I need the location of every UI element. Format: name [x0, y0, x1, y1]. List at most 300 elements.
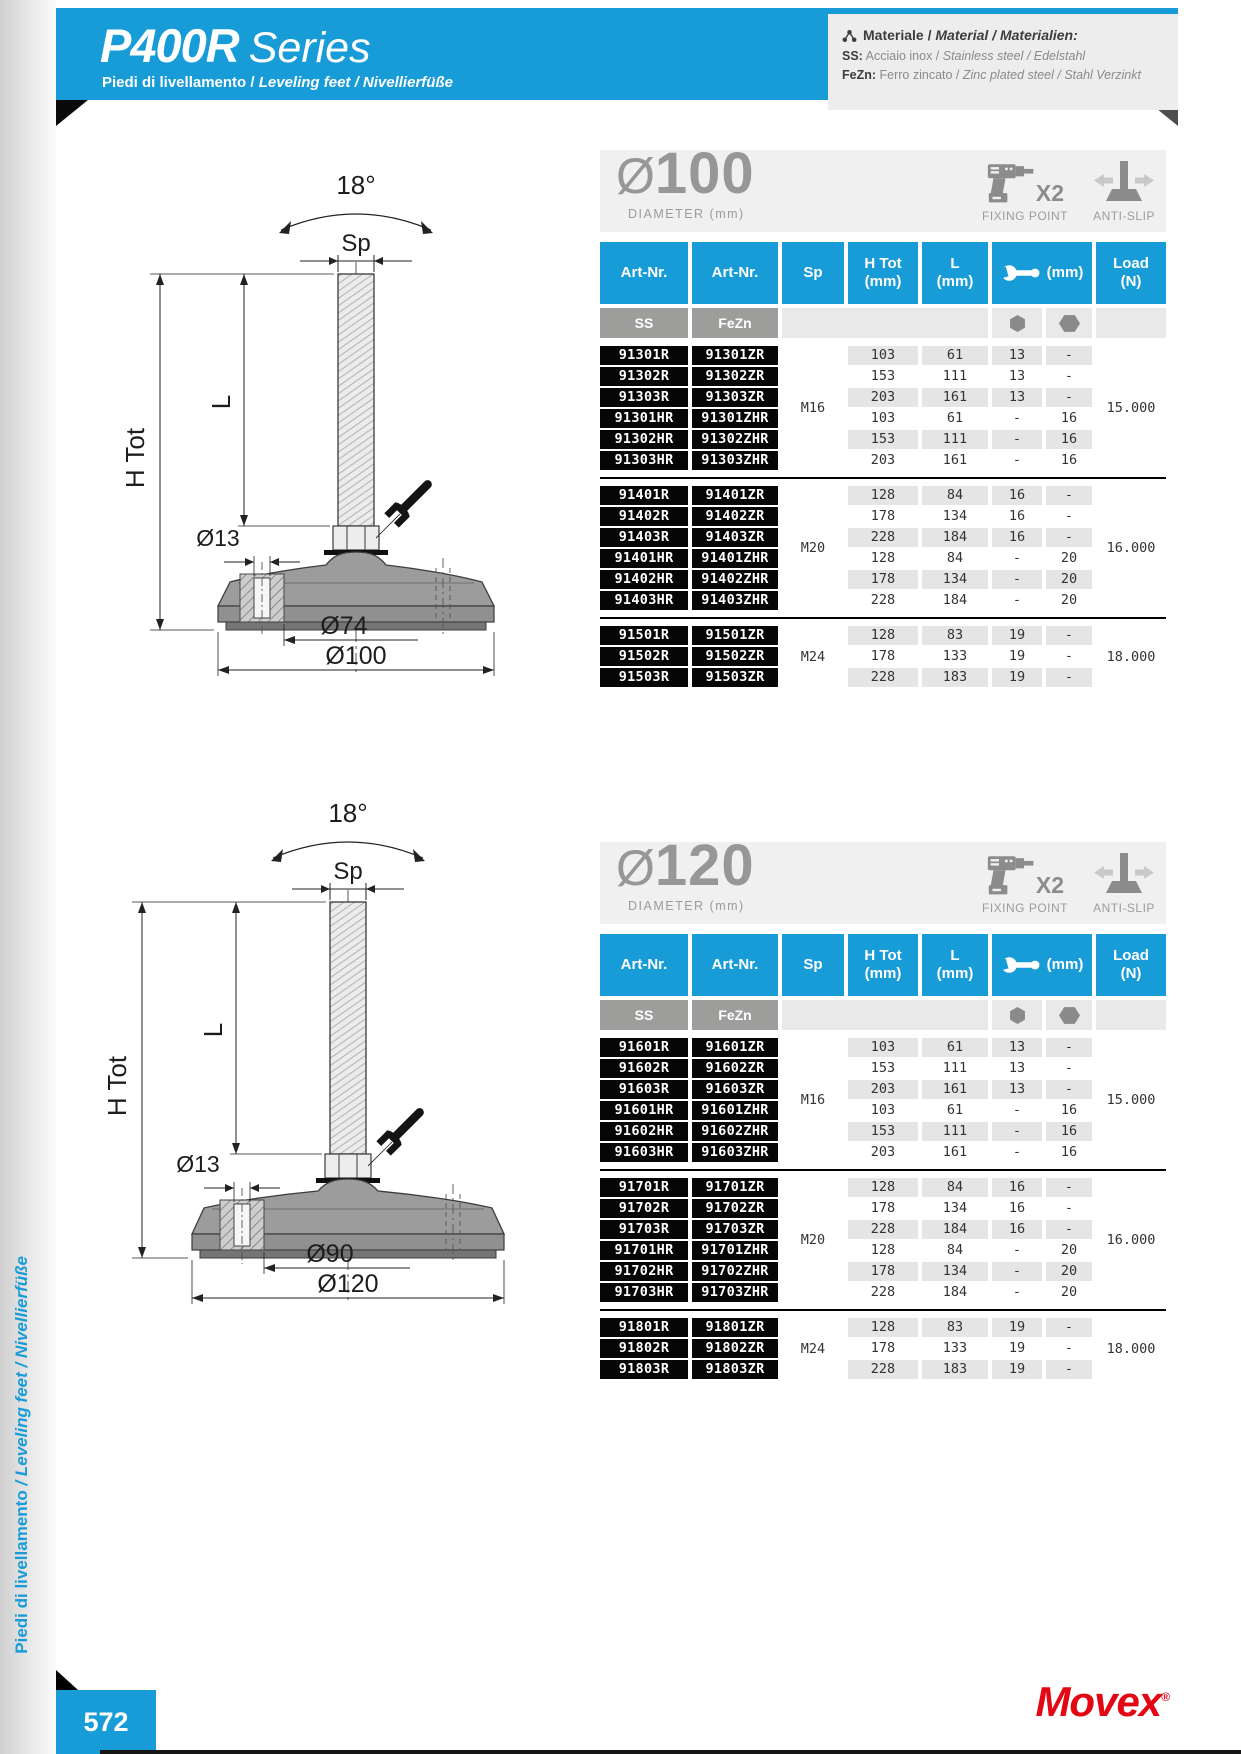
- hex-nut-cell: [1046, 1000, 1092, 1030]
- dim-angle: 18°: [328, 798, 368, 828]
- art-number-ss: 91502R: [600, 647, 688, 666]
- h-tot-value: 178: [848, 1262, 918, 1281]
- hex-size-value: 20: [1060, 1284, 1078, 1300]
- spec-group: [600, 486, 1166, 610]
- wrench-size-value: -: [1012, 1284, 1022, 1300]
- art-number-fezn: 91301ZHR: [692, 409, 778, 428]
- hex-size-value: -: [1064, 1060, 1074, 1076]
- wrench-size-value: 19: [1008, 648, 1026, 664]
- art-number-fezn: 91702ZR: [692, 1199, 778, 1218]
- column-header-wrench: (mm): [992, 934, 1092, 996]
- hex-size-value: -: [1064, 368, 1074, 384]
- art-number-fezn: 91802ZR: [692, 1339, 778, 1358]
- wrench-size-value: 16: [992, 1220, 1042, 1239]
- l-value: 184: [942, 1284, 968, 1300]
- art-number-fezn: 91503ZR: [692, 668, 778, 687]
- material-row-ss: SS: Acciaio inox / Stainless steel / Edelstahl: [842, 48, 1086, 63]
- h-tot-value: 203: [870, 1144, 896, 1160]
- page-number: 572: [56, 1690, 156, 1754]
- l-value: 83: [922, 1318, 988, 1337]
- hex-size-value: -: [1064, 508, 1074, 524]
- hex-size-value: -: [1046, 1038, 1092, 1057]
- spec-group: [600, 1038, 1166, 1162]
- l-value: 61: [946, 1102, 964, 1118]
- art-number-ss: 91302HR: [600, 430, 688, 449]
- hex-size-value: -: [1046, 1318, 1092, 1337]
- art-number-fezn: 91701ZR: [692, 1178, 778, 1197]
- fixing-point-label: FIXING POINT: [981, 901, 1068, 915]
- l-value: 161: [942, 452, 968, 468]
- hex-size-value: -: [1046, 1360, 1092, 1379]
- l-value: 184: [942, 592, 968, 608]
- art-number-fezn: 91702ZHR: [692, 1262, 778, 1281]
- wrench-size-value: -: [1012, 452, 1022, 468]
- material-col-fezn: FeZn: [692, 1000, 778, 1030]
- l-value: 61: [922, 346, 988, 365]
- art-number-fezn: 91302ZHR: [692, 430, 778, 449]
- h-tot-value: 153: [848, 430, 918, 449]
- h-tot-value: 178: [870, 648, 896, 664]
- h-tot-value: 103: [870, 410, 896, 426]
- dim-outer: Ø120: [317, 1270, 379, 1298]
- dim-inner: Ø74: [320, 612, 368, 640]
- art-number-ss: 91402R: [600, 507, 688, 526]
- wrench-size-value: 19: [1008, 1340, 1026, 1356]
- load-value: 18.000: [1106, 648, 1156, 665]
- wrench-size-value: -: [992, 570, 1042, 589]
- page-number-fold: [56, 1670, 78, 1690]
- load-value: 16.000: [1106, 540, 1156, 556]
- dim-l: L: [198, 1022, 228, 1038]
- art-number-ss: 91703R: [600, 1220, 688, 1239]
- subtitle-italian: Piedi di livellamento /: [102, 74, 259, 91]
- hex-size-value: 16: [1046, 430, 1092, 449]
- banner-fold-left: [56, 100, 88, 126]
- h-tot-value: 153: [870, 1060, 896, 1076]
- art-number-ss: 91303R: [600, 388, 688, 407]
- drill-icon: [986, 849, 1038, 897]
- art-number-fezn: 91601ZR: [692, 1038, 778, 1057]
- sidebar-vertical-label: [12, 1256, 32, 1654]
- wrench-size-value: -: [992, 1122, 1042, 1141]
- l-value: 111: [942, 368, 968, 384]
- wrench-size-value: -: [1012, 1102, 1022, 1118]
- material-col-fezn: FeZn: [692, 308, 778, 338]
- technical-drawing-d120: [80, 786, 520, 1326]
- art-number-ss: 91803R: [600, 1360, 688, 1379]
- group-separator: [600, 617, 1166, 619]
- thread-size: M20: [800, 540, 826, 556]
- group-separator: [600, 477, 1166, 479]
- fixing-point-label: FIXING POINT: [981, 209, 1068, 223]
- art-number-fezn: 91403ZR: [692, 528, 778, 547]
- load-value: 15.000: [1106, 400, 1156, 416]
- wrench-size-value: 16: [1008, 508, 1026, 524]
- l-value: 134: [942, 508, 968, 524]
- art-number-fezn: 91703ZR: [692, 1220, 778, 1239]
- sidebar-label-bold: Piedi di livellamento: [12, 1490, 31, 1654]
- h-tot-value: 228: [870, 592, 896, 608]
- thread-size: M16: [800, 1092, 826, 1108]
- diameter-label: DIAMETER (mm): [628, 207, 745, 221]
- material-col-ss: SS: [600, 1000, 688, 1030]
- wrench-callout-icon: [376, 1102, 429, 1155]
- h-tot-value: 103: [870, 1102, 896, 1118]
- h-tot-value: 228: [848, 1360, 918, 1379]
- art-number-ss: 91602HR: [600, 1122, 688, 1141]
- spec-table-subheader-row: [600, 1000, 1166, 1030]
- brand-logo: Movex®: [1035, 1678, 1169, 1725]
- art-number-fezn: 91602ZR: [692, 1059, 778, 1078]
- l-value: 183: [922, 1360, 988, 1379]
- diameter-value: Ø120: [616, 833, 755, 898]
- l-value: 161: [922, 1080, 988, 1099]
- l-value: 161: [922, 388, 988, 407]
- load-value: 18.000: [1106, 1340, 1156, 1357]
- h-tot-value: 128: [848, 1318, 918, 1337]
- anti-slip-label: ANTI-SLIP: [1093, 209, 1155, 223]
- wrench-size-value: 19: [992, 1360, 1042, 1379]
- h-tot-value: 178: [870, 1340, 896, 1356]
- h-tot-value: 103: [848, 346, 918, 365]
- wrench-size-value: 19: [992, 668, 1042, 687]
- spec-table-header-row: [600, 934, 1166, 996]
- wrench-size-value: -: [992, 430, 1042, 449]
- hex-size-value: -: [1046, 1080, 1092, 1099]
- material-title-text: Materiale / Material / Materialien:: [863, 27, 1078, 43]
- h-tot-value: 178: [870, 508, 896, 524]
- l-value: 84: [922, 1178, 988, 1197]
- wrench-size-value: 13: [1008, 368, 1026, 384]
- art-number-ss: 91301R: [600, 346, 688, 365]
- wrench-size-value: -: [992, 1262, 1042, 1281]
- art-number-fezn: 91602ZHR: [692, 1122, 778, 1141]
- material-title: [842, 25, 1164, 47]
- dim-htot: H Tot: [102, 1055, 132, 1117]
- subheader-spacer: [782, 308, 988, 338]
- column-header: H Tot (mm): [848, 242, 918, 304]
- thread-size: M24: [800, 1340, 826, 1357]
- l-value: 183: [922, 668, 988, 687]
- l-value: 111: [942, 1060, 968, 1076]
- section-d100: [600, 141, 1166, 687]
- bottom-rule: [100, 1750, 1241, 1754]
- l-value: 61: [946, 410, 964, 426]
- art-number-ss: 91802R: [600, 1339, 688, 1358]
- series-name: P400R: [100, 19, 239, 72]
- l-value: 111: [922, 1122, 988, 1141]
- l-value: 184: [922, 528, 988, 547]
- art-number-ss: 91601HR: [600, 1101, 688, 1120]
- l-value: 134: [922, 1262, 988, 1281]
- dim-sp: Sp: [333, 858, 363, 885]
- hex-size-value: -: [1046, 528, 1092, 547]
- art-number-ss: 91603HR: [600, 1143, 688, 1162]
- band-icons: [982, 155, 1156, 223]
- hex-socket-cell: [992, 1000, 1042, 1030]
- art-number-fezn: 91502ZR: [692, 647, 778, 666]
- wrench-size-value: 16: [992, 486, 1042, 505]
- material-info-box: [828, 14, 1178, 110]
- column-header: H Tot (mm): [848, 934, 918, 996]
- art-number-ss: 91701R: [600, 1178, 688, 1197]
- art-number-ss: 91701HR: [600, 1241, 688, 1260]
- load-value: 16.000: [1106, 1232, 1156, 1248]
- dim-sp: Sp: [341, 230, 371, 257]
- wrench-size-value: -: [1012, 410, 1022, 426]
- thread-size: M24: [800, 648, 826, 665]
- l-value: 84: [946, 1242, 964, 1258]
- art-number-ss: 91601R: [600, 1038, 688, 1057]
- h-tot-value: 128: [848, 486, 918, 505]
- art-number-fezn: 91803ZR: [692, 1360, 778, 1379]
- subheader-spacer: [782, 1000, 988, 1030]
- spec-table-d120: [600, 934, 1166, 1379]
- anti-slip-group: [1092, 155, 1156, 223]
- fixing-multiplier: X2: [1035, 180, 1065, 206]
- dim-outer: Ø100: [325, 642, 387, 670]
- l-value: 161: [942, 1144, 968, 1160]
- art-number-fezn: 91402ZHR: [692, 570, 778, 589]
- wrench-size-value: -: [1012, 592, 1022, 608]
- hex-size-value: 16: [1046, 1122, 1092, 1141]
- art-number-fezn: 91402ZR: [692, 507, 778, 526]
- hex-socket-icon: [1010, 315, 1025, 332]
- column-header: Sp: [782, 934, 844, 996]
- art-number-ss: 91603R: [600, 1080, 688, 1099]
- hex-size-value: 20: [1060, 592, 1078, 608]
- l-value: 184: [922, 1220, 988, 1239]
- hex-size-value: 16: [1060, 452, 1078, 468]
- art-number-ss: 91303HR: [600, 451, 688, 470]
- hex-size-value: 16: [1060, 1102, 1078, 1118]
- spec-group: [600, 626, 1166, 687]
- art-number-fezn: 91603ZHR: [692, 1143, 778, 1162]
- h-tot-value: 203: [848, 1080, 918, 1099]
- column-header: Art-Nr.: [600, 934, 688, 996]
- hex-nut-cell: [1046, 308, 1092, 338]
- h-tot-value: 228: [848, 1220, 918, 1239]
- column-header: Art-Nr.: [692, 242, 778, 304]
- art-number-ss: 91401R: [600, 486, 688, 505]
- l-value: 84: [946, 550, 964, 566]
- l-value: 134: [922, 570, 988, 589]
- material-icon: [842, 29, 857, 43]
- wrench-size-value: 13: [1008, 1060, 1026, 1076]
- art-number-fezn: 91501ZR: [692, 626, 778, 645]
- column-header: Sp: [782, 242, 844, 304]
- dim-hole: Ø13: [176, 1151, 220, 1177]
- wrench-icon: [1001, 955, 1041, 975]
- hex-size-value: -: [1046, 668, 1092, 687]
- art-number-fezn: 91301ZR: [692, 346, 778, 365]
- sidebar-label-italic: / Leveling feet / Nivellierfüße: [12, 1256, 31, 1491]
- hex-size-value: -: [1046, 1178, 1092, 1197]
- art-number-fezn: 91401ZR: [692, 486, 778, 505]
- thread-size: M20: [800, 1232, 826, 1248]
- wrench-size-value: -: [1012, 550, 1022, 566]
- diameter-band: [600, 141, 1166, 232]
- column-header-wrench: (mm): [992, 242, 1092, 304]
- h-tot-value: 128: [848, 1178, 918, 1197]
- wrench-size-value: -: [1012, 1242, 1022, 1258]
- art-number-fezn: 91302ZR: [692, 367, 778, 386]
- art-number-fezn: 91703ZHR: [692, 1283, 778, 1302]
- art-number-ss: 91702HR: [600, 1262, 688, 1281]
- series-suffix: Series: [248, 24, 371, 72]
- spec-table-header-row: [600, 242, 1166, 304]
- band-icons: [982, 847, 1156, 915]
- h-tot-value: 103: [848, 1038, 918, 1057]
- h-tot-value: 128: [870, 1242, 896, 1258]
- load-value: 15.000: [1106, 1092, 1156, 1108]
- hex-nut-icon: [1059, 315, 1080, 332]
- dim-htot: H Tot: [120, 427, 150, 489]
- hex-size-value: -: [1064, 1200, 1074, 1216]
- material-row-fezn: FeZn: Ferro zincato / Zinc plated steel / Stahl Verzinkt: [842, 68, 1141, 83]
- hex-size-value: -: [1046, 346, 1092, 365]
- wrench-size-value: 13: [992, 388, 1042, 407]
- art-number-ss: 91702R: [600, 1199, 688, 1218]
- section-d120: [600, 833, 1166, 1379]
- l-value: 134: [942, 1200, 968, 1216]
- wrench-size-value: 13: [992, 1038, 1042, 1057]
- hex-size-value: -: [1064, 1340, 1074, 1356]
- h-tot-value: 203: [870, 452, 896, 468]
- hex-size-value: 16: [1060, 1144, 1078, 1160]
- hex-socket-cell: [992, 308, 1042, 338]
- dim-l: L: [206, 394, 236, 410]
- l-value: 133: [942, 1340, 968, 1356]
- dim-angle: 18°: [336, 170, 376, 200]
- dim-inner: Ø90: [306, 1240, 354, 1268]
- wrench-icon: [1001, 263, 1041, 283]
- subheader-spacer: [1096, 1000, 1166, 1030]
- art-number-ss: 91301HR: [600, 409, 688, 428]
- spec-table-d100: [600, 242, 1166, 687]
- l-value: 83: [922, 626, 988, 645]
- dim-hole: Ø13: [196, 525, 240, 551]
- h-tot-value: 178: [870, 1200, 896, 1216]
- art-number-fezn: 91401ZHR: [692, 549, 778, 568]
- art-number-ss: 91503R: [600, 668, 688, 687]
- fixing-point-group: [982, 155, 1068, 223]
- art-number-ss: 91403HR: [600, 591, 688, 610]
- wrench-size-value: 19: [992, 1318, 1042, 1337]
- series-title: [100, 18, 371, 73]
- art-number-ss: 91602R: [600, 1059, 688, 1078]
- anti-slip-label: ANTI-SLIP: [1093, 901, 1155, 915]
- art-number-fezn: 91801ZR: [692, 1318, 778, 1337]
- art-number-ss: 91801R: [600, 1318, 688, 1337]
- wrench-size-value: 16: [1008, 1200, 1026, 1216]
- spec-table-subheader-row: [600, 308, 1166, 338]
- h-tot-value: 178: [848, 570, 918, 589]
- hex-size-value: 20: [1060, 550, 1078, 566]
- h-tot-value: 153: [848, 1122, 918, 1141]
- h-tot-value: 228: [870, 1284, 896, 1300]
- diameter-band: [600, 833, 1166, 924]
- wrench-size-value: 19: [992, 626, 1042, 645]
- anti-slip-group: [1092, 847, 1156, 915]
- group-separator: [600, 1169, 1166, 1171]
- technical-drawing-d100: [88, 158, 518, 698]
- column-header: Load (N): [1096, 934, 1166, 996]
- hex-size-value: -: [1046, 1220, 1092, 1239]
- wrench-size-value: 16: [992, 1178, 1042, 1197]
- art-number-ss: 91501R: [600, 626, 688, 645]
- diameter-label: DIAMETER (mm): [628, 899, 745, 913]
- hex-size-value: -: [1046, 626, 1092, 645]
- series-subtitle: [102, 74, 453, 91]
- l-value: 61: [922, 1038, 988, 1057]
- art-number-ss: 91703HR: [600, 1283, 688, 1302]
- hex-size-value: 20: [1060, 1242, 1078, 1258]
- fixing-point-group: [982, 847, 1068, 915]
- art-number-ss: 91302R: [600, 367, 688, 386]
- spec-group: [600, 1318, 1166, 1379]
- hex-size-value: -: [1046, 388, 1092, 407]
- spec-group: [600, 1178, 1166, 1302]
- l-value: 111: [922, 430, 988, 449]
- hex-socket-icon: [1010, 1007, 1025, 1024]
- column-header: Art-Nr.: [600, 242, 688, 304]
- material-col-ss: SS: [600, 308, 688, 338]
- wrench-size-value: 13: [992, 1080, 1042, 1099]
- anti-slip-icon: [1092, 851, 1156, 897]
- h-tot-value: 128: [870, 550, 896, 566]
- wrench-callout-icon: [384, 474, 437, 527]
- h-tot-value: 203: [848, 388, 918, 407]
- column-header: Load (N): [1096, 242, 1166, 304]
- wrench-size-value: 13: [992, 346, 1042, 365]
- art-number-fezn: 91303ZHR: [692, 451, 778, 470]
- column-header: L (mm): [922, 242, 988, 304]
- h-tot-value: 153: [870, 368, 896, 384]
- art-number-fezn: 91403ZHR: [692, 591, 778, 610]
- hex-size-value: -: [1046, 486, 1092, 505]
- hex-nut-icon: [1059, 1007, 1080, 1024]
- art-number-ss: 91402HR: [600, 570, 688, 589]
- hex-size-value: 20: [1046, 570, 1092, 589]
- column-header: L (mm): [922, 934, 988, 996]
- l-value: 84: [922, 486, 988, 505]
- subheader-spacer: [1096, 308, 1166, 338]
- art-number-ss: 91401HR: [600, 549, 688, 568]
- art-number-fezn: 91303ZR: [692, 388, 778, 407]
- art-number-fezn: 91603ZR: [692, 1080, 778, 1099]
- subtitle-translations: Leveling feet / Nivellierfüße: [258, 74, 453, 91]
- art-number-fezn: 91601ZHR: [692, 1101, 778, 1120]
- wrench-size-value: -: [1012, 1144, 1022, 1160]
- column-header: Art-Nr.: [692, 934, 778, 996]
- l-value: 133: [942, 648, 968, 664]
- drill-icon: [986, 157, 1038, 205]
- hex-size-value: 16: [1060, 410, 1078, 426]
- art-number-fezn: 91701ZHR: [692, 1241, 778, 1260]
- hex-size-value: 20: [1046, 1262, 1092, 1281]
- h-tot-value: 228: [848, 668, 918, 687]
- group-separator: [600, 1309, 1166, 1311]
- art-number-ss: 91403R: [600, 528, 688, 547]
- anti-slip-icon: [1092, 159, 1156, 205]
- h-tot-value: 128: [848, 626, 918, 645]
- fixing-multiplier: X2: [1035, 872, 1065, 898]
- h-tot-value: 228: [848, 528, 918, 547]
- thread-size: M16: [800, 400, 826, 416]
- hex-size-value: -: [1064, 648, 1074, 664]
- spec-group: [600, 346, 1166, 470]
